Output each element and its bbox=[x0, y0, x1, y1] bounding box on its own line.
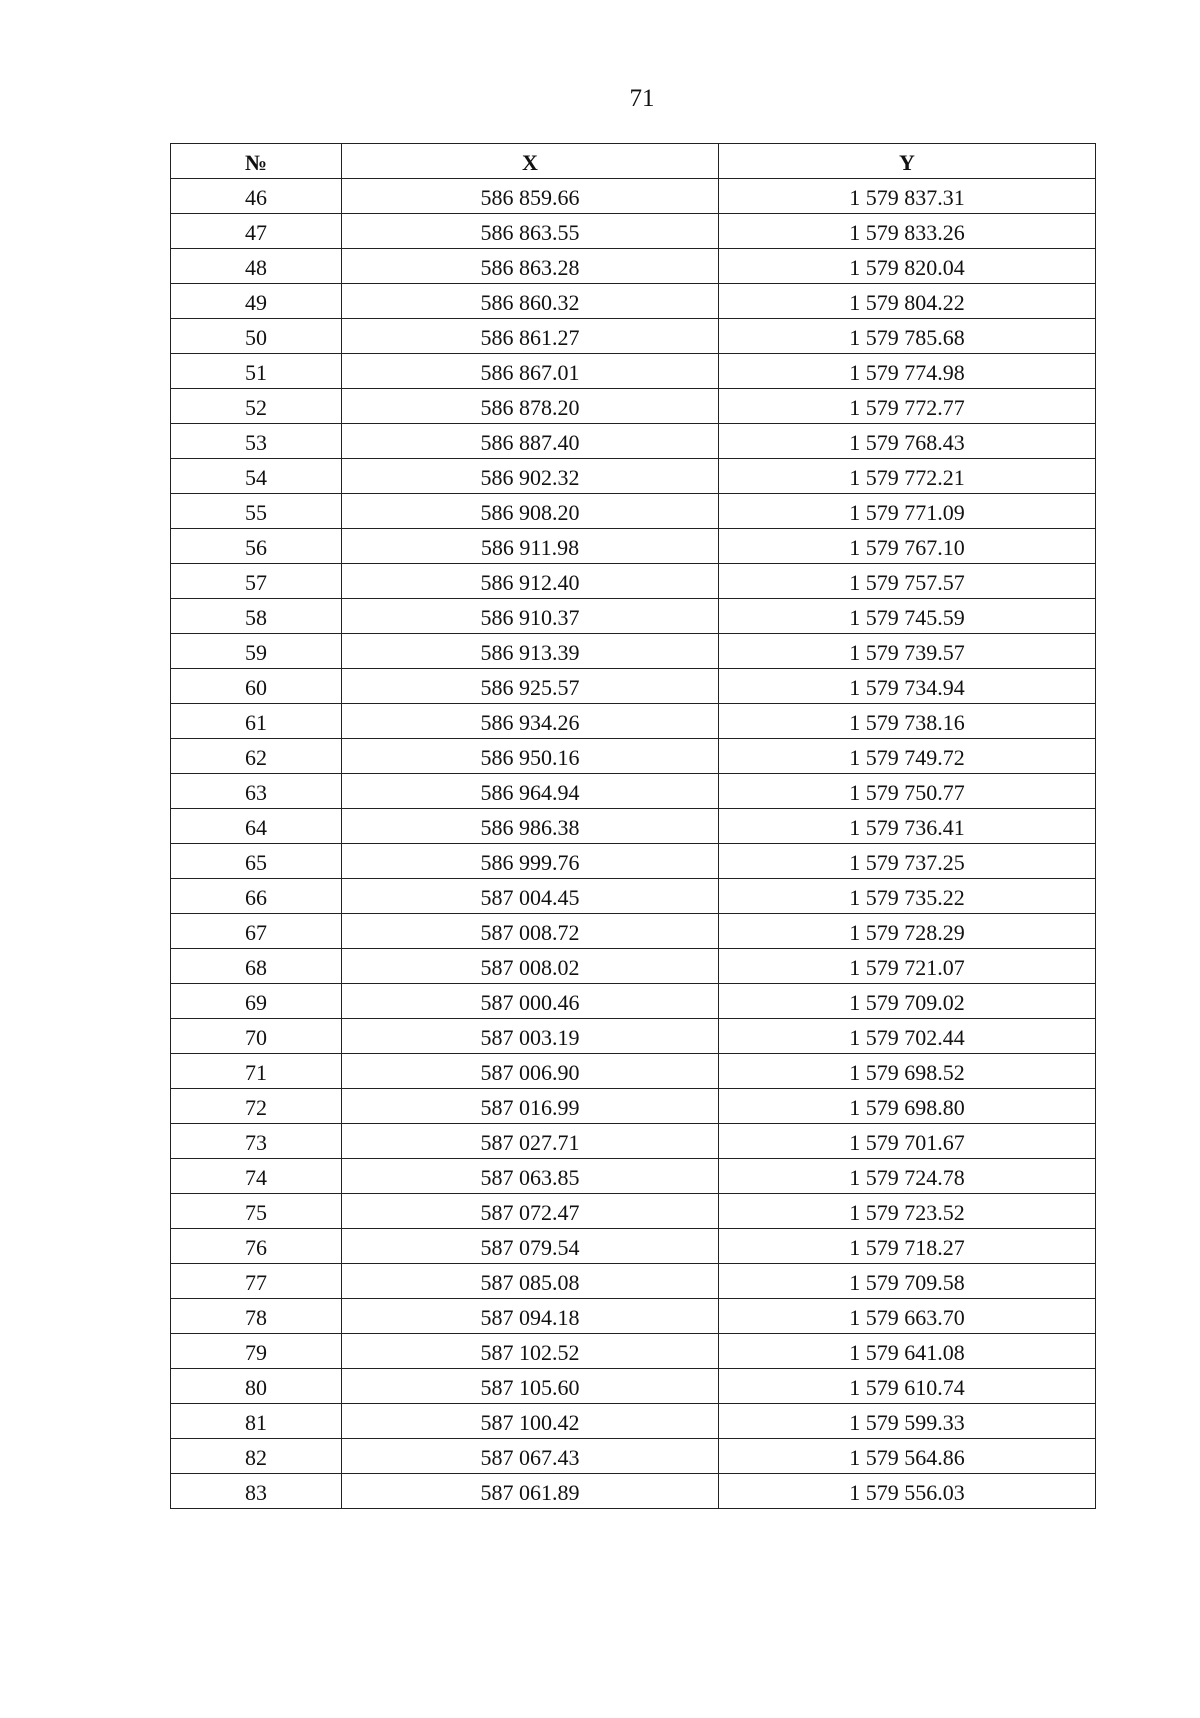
coord-y: 1 579 772.21 bbox=[719, 459, 1096, 494]
coord-y: 1 579 724.78 bbox=[719, 1159, 1096, 1194]
table-row bbox=[171, 249, 1096, 284]
row-number: 80 bbox=[171, 1369, 342, 1404]
coord-y: 1 579 723.52 bbox=[719, 1194, 1096, 1229]
coord-x: 586 861.27 bbox=[342, 319, 719, 354]
coord-x: 586 863.28 bbox=[342, 249, 719, 284]
coord-x: 587 063.85 bbox=[342, 1159, 719, 1194]
coord-y: 1 579 833.26 bbox=[719, 214, 1096, 249]
table-row bbox=[171, 1369, 1096, 1404]
header-y: Y bbox=[719, 144, 1096, 179]
table-row bbox=[171, 1089, 1096, 1124]
row-number: 56 bbox=[171, 529, 342, 564]
row-number: 63 bbox=[171, 774, 342, 809]
coord-x: 586 863.55 bbox=[342, 214, 719, 249]
coord-y: 1 579 785.68 bbox=[719, 319, 1096, 354]
coord-y: 1 579 610.74 bbox=[719, 1369, 1096, 1404]
coord-x: 587 061.89 bbox=[342, 1474, 719, 1509]
table-row bbox=[171, 284, 1096, 319]
table-row bbox=[171, 1299, 1096, 1334]
table-row bbox=[171, 1019, 1096, 1054]
table-row bbox=[171, 1404, 1096, 1439]
row-number: 58 bbox=[171, 599, 342, 634]
table-row bbox=[171, 1229, 1096, 1264]
row-number: 69 bbox=[171, 984, 342, 1019]
coord-y: 1 579 728.29 bbox=[719, 914, 1096, 949]
table-row bbox=[171, 984, 1096, 1019]
coord-x: 586 910.37 bbox=[342, 599, 719, 634]
table-row bbox=[171, 1194, 1096, 1229]
coord-y: 1 579 767.10 bbox=[719, 529, 1096, 564]
table-row bbox=[171, 529, 1096, 564]
coord-x: 586 925.57 bbox=[342, 669, 719, 704]
coord-y: 1 579 768.43 bbox=[719, 424, 1096, 459]
coord-y: 1 579 736.41 bbox=[719, 809, 1096, 844]
header-x: X bbox=[342, 144, 719, 179]
table-row bbox=[171, 669, 1096, 704]
coord-x: 587 006.90 bbox=[342, 1054, 719, 1089]
row-number: 83 bbox=[171, 1474, 342, 1509]
row-number: 74 bbox=[171, 1159, 342, 1194]
coord-x: 586 950.16 bbox=[342, 739, 719, 774]
coord-x: 587 000.46 bbox=[342, 984, 719, 1019]
coord-y: 1 579 599.33 bbox=[719, 1404, 1096, 1439]
row-number: 62 bbox=[171, 739, 342, 774]
row-number: 73 bbox=[171, 1124, 342, 1159]
table-row bbox=[171, 1159, 1096, 1194]
coord-y: 1 579 698.80 bbox=[719, 1089, 1096, 1124]
header-number: № bbox=[171, 144, 342, 179]
coord-x: 587 079.54 bbox=[342, 1229, 719, 1264]
table-row bbox=[171, 949, 1096, 984]
table-row bbox=[171, 494, 1096, 529]
coord-y: 1 579 556.03 bbox=[719, 1474, 1096, 1509]
row-number: 49 bbox=[171, 284, 342, 319]
table-row bbox=[171, 879, 1096, 914]
coord-x: 586 902.32 bbox=[342, 459, 719, 494]
row-number: 47 bbox=[171, 214, 342, 249]
coord-y: 1 579 749.72 bbox=[719, 739, 1096, 774]
table-row bbox=[171, 1334, 1096, 1369]
coord-x: 586 912.40 bbox=[342, 564, 719, 599]
coord-y: 1 579 737.25 bbox=[719, 844, 1096, 879]
coord-x: 586 860.32 bbox=[342, 284, 719, 319]
table-row bbox=[171, 1124, 1096, 1159]
coord-x: 586 913.39 bbox=[342, 634, 719, 669]
row-number: 60 bbox=[171, 669, 342, 704]
coord-x: 587 094.18 bbox=[342, 1299, 719, 1334]
row-number: 77 bbox=[171, 1264, 342, 1299]
row-number: 72 bbox=[171, 1089, 342, 1124]
coord-y: 1 579 771.09 bbox=[719, 494, 1096, 529]
table-row bbox=[171, 214, 1096, 249]
table-row bbox=[171, 739, 1096, 774]
row-number: 67 bbox=[171, 914, 342, 949]
coord-x: 586 867.01 bbox=[342, 354, 719, 389]
coord-y: 1 579 701.67 bbox=[719, 1124, 1096, 1159]
coord-x: 587 016.99 bbox=[342, 1089, 719, 1124]
coord-x: 587 100.42 bbox=[342, 1404, 719, 1439]
table-header bbox=[171, 144, 1096, 179]
row-number: 65 bbox=[171, 844, 342, 879]
table-row bbox=[171, 774, 1096, 809]
coord-y: 1 579 738.16 bbox=[719, 704, 1096, 739]
coord-y: 1 579 709.02 bbox=[719, 984, 1096, 1019]
coord-x: 586 999.76 bbox=[342, 844, 719, 879]
table-row bbox=[171, 1264, 1096, 1299]
coord-y: 1 579 757.57 bbox=[719, 564, 1096, 599]
row-number: 70 bbox=[171, 1019, 342, 1054]
table-row bbox=[171, 809, 1096, 844]
table-row bbox=[171, 704, 1096, 739]
table-row bbox=[171, 319, 1096, 354]
table-row bbox=[171, 179, 1096, 214]
table-row bbox=[171, 564, 1096, 599]
table-row bbox=[171, 914, 1096, 949]
coord-y: 1 579 718.27 bbox=[719, 1229, 1096, 1264]
row-number: 81 bbox=[171, 1404, 342, 1439]
coord-x: 586 986.38 bbox=[342, 809, 719, 844]
row-number: 79 bbox=[171, 1334, 342, 1369]
coord-y: 1 579 663.70 bbox=[719, 1299, 1096, 1334]
coord-y: 1 579 750.77 bbox=[719, 774, 1096, 809]
coord-y: 1 579 734.94 bbox=[719, 669, 1096, 704]
coord-x: 587 105.60 bbox=[342, 1369, 719, 1404]
row-number: 51 bbox=[171, 354, 342, 389]
coord-y: 1 579 721.07 bbox=[719, 949, 1096, 984]
coord-y: 1 579 698.52 bbox=[719, 1054, 1096, 1089]
row-number: 46 bbox=[171, 179, 342, 214]
row-number: 54 bbox=[171, 459, 342, 494]
coord-x: 586 964.94 bbox=[342, 774, 719, 809]
row-number: 66 bbox=[171, 879, 342, 914]
row-number: 57 bbox=[171, 564, 342, 599]
table-row bbox=[171, 424, 1096, 459]
coord-x: 587 008.02 bbox=[342, 949, 719, 984]
coord-x: 586 887.40 bbox=[342, 424, 719, 459]
coord-y: 1 579 772.77 bbox=[719, 389, 1096, 424]
coord-x: 587 072.47 bbox=[342, 1194, 719, 1229]
coord-y: 1 579 837.31 bbox=[719, 179, 1096, 214]
row-number: 53 bbox=[171, 424, 342, 459]
coord-x: 586 859.66 bbox=[342, 179, 719, 214]
coord-x: 586 908.20 bbox=[342, 494, 719, 529]
coord-y: 1 579 709.58 bbox=[719, 1264, 1096, 1299]
row-number: 55 bbox=[171, 494, 342, 529]
coord-x: 587 008.72 bbox=[342, 914, 719, 949]
row-number: 71 bbox=[171, 1054, 342, 1089]
table-row bbox=[171, 354, 1096, 389]
coord-y: 1 579 702.44 bbox=[719, 1019, 1096, 1054]
coord-x: 587 003.19 bbox=[342, 1019, 719, 1054]
coord-y: 1 579 745.59 bbox=[719, 599, 1096, 634]
coord-y: 1 579 641.08 bbox=[719, 1334, 1096, 1369]
coord-y: 1 579 564.86 bbox=[719, 1439, 1096, 1474]
row-number: 76 bbox=[171, 1229, 342, 1264]
row-number: 59 bbox=[171, 634, 342, 669]
row-number: 64 bbox=[171, 809, 342, 844]
table-row bbox=[171, 1054, 1096, 1089]
row-number: 82 bbox=[171, 1439, 342, 1474]
row-number: 61 bbox=[171, 704, 342, 739]
table-row bbox=[171, 844, 1096, 879]
coord-x: 587 102.52 bbox=[342, 1334, 719, 1369]
coord-y: 1 579 739.57 bbox=[719, 634, 1096, 669]
table-row bbox=[171, 459, 1096, 494]
coord-y: 1 579 804.22 bbox=[719, 284, 1096, 319]
coord-x: 586 911.98 bbox=[342, 529, 719, 564]
coord-y: 1 579 735.22 bbox=[719, 879, 1096, 914]
row-number: 48 bbox=[171, 249, 342, 284]
coord-y: 1 579 820.04 bbox=[719, 249, 1096, 284]
row-number: 50 bbox=[171, 319, 342, 354]
coord-x: 586 934.26 bbox=[342, 704, 719, 739]
table-row bbox=[171, 599, 1096, 634]
row-number: 68 bbox=[171, 949, 342, 984]
coord-x: 587 085.08 bbox=[342, 1264, 719, 1299]
coord-x: 587 027.71 bbox=[342, 1124, 719, 1159]
table-row bbox=[171, 1439, 1096, 1474]
page-number: 71 bbox=[629, 85, 655, 112]
coord-x: 586 878.20 bbox=[342, 389, 719, 424]
coordinates-table bbox=[170, 143, 1096, 1509]
row-number: 52 bbox=[171, 389, 342, 424]
table-body bbox=[171, 179, 1096, 1509]
coord-y: 1 579 774.98 bbox=[719, 354, 1096, 389]
table-row bbox=[171, 1474, 1096, 1509]
coord-x: 587 067.43 bbox=[342, 1439, 719, 1474]
row-number: 78 bbox=[171, 1299, 342, 1334]
table-row bbox=[171, 389, 1096, 424]
row-number: 75 bbox=[171, 1194, 342, 1229]
table-row bbox=[171, 634, 1096, 669]
header-row bbox=[171, 144, 1096, 179]
coord-x: 587 004.45 bbox=[342, 879, 719, 914]
